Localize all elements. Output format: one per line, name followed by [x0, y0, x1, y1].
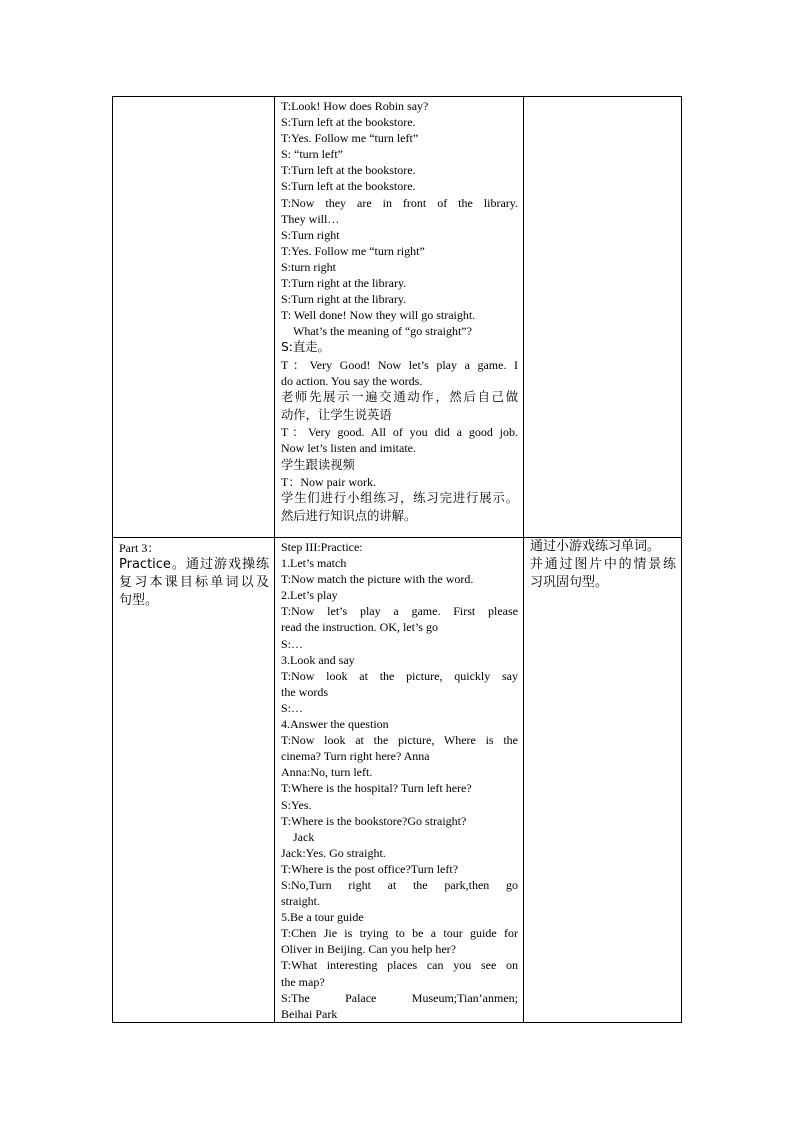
text-line: T:Now look at the picture, quickly say: [281, 668, 518, 683]
text-line: 1.Let’s match: [281, 556, 347, 571]
text-line: T:Now let’s play a game. First please: [281, 604, 518, 619]
text-line: 动作，让学生说英语: [281, 407, 392, 422]
text-line: T:Yes. Follow me “turn left”: [281, 131, 419, 146]
text-line: Practice。通过游戏操练: [119, 557, 269, 573]
text-line: Oliver in Beijing. Can you help her?: [281, 942, 456, 957]
text-line: straight.: [281, 894, 320, 909]
text-line: Step III:Practice:: [281, 540, 363, 554]
text-line: S:Turn left at the bookstore.: [281, 115, 416, 130]
table-row: [113, 97, 682, 538]
text-line: They will…: [281, 211, 340, 226]
text-line: 然后进行知识点的讲解。: [281, 508, 417, 523]
purpose-cell: [524, 538, 682, 1023]
text-line: S:turn right: [281, 259, 337, 274]
activity-cell: [275, 97, 524, 538]
text-line: T:Where is the hospital? Turn left here?: [281, 781, 472, 796]
text-line: 句型。: [119, 593, 159, 609]
text-line: S:Turn right: [281, 227, 340, 242]
text-line: S: “turn left”: [281, 147, 343, 162]
text-line: T:Now they are in front of the library.: [281, 195, 518, 210]
text-line: 学生跟读视频: [281, 457, 355, 472]
text-line: Jack: [293, 829, 315, 844]
text-line: T:Yes. Follow me “turn right”: [281, 243, 425, 258]
text-line: 复习本课目标单词以及: [119, 575, 269, 591]
text-line: S:Yes.: [281, 797, 312, 812]
text-line: 4.Answer the question: [281, 717, 389, 732]
activity-cell: [275, 538, 524, 1023]
text-line: read the instruction. OK, let’s go: [281, 620, 438, 635]
text-line: What’s the meaning of “go straight”?: [293, 324, 472, 339]
text-line: 并通过图片中的情景练: [530, 557, 676, 572]
text-line: T：Very good. All of you did a good job.: [281, 425, 518, 440]
text-line: T：Very Good! Now let’s play a game. I: [281, 358, 518, 372]
text-line: Now let’s listen and imitate.: [281, 441, 416, 456]
text-line: the map?: [281, 974, 325, 989]
text-line: T: Well done! Now they will go straight.: [281, 308, 476, 323]
text-line: T:Where is the bookstore?Go straight?: [281, 813, 467, 828]
text-line: S:Turn right at the library.: [281, 292, 407, 307]
text-line: 3.Look and say: [281, 652, 355, 667]
text-line: cinema? Turn right here? Anna: [281, 749, 430, 764]
text-line: do action. You say the words.: [281, 374, 423, 389]
text-line: S:…: [281, 636, 304, 651]
text-line: S:Turn left at the bookstore.: [281, 179, 416, 194]
text-line: T:What interesting places can you see on: [281, 958, 518, 973]
text-line: T:Turn right at the library.: [281, 276, 407, 291]
part-cell: [113, 97, 275, 538]
text-line: T:Where is the post office?Turn left?: [281, 861, 459, 876]
text-line: S:No,Turn right at the park,then go: [281, 877, 518, 892]
text-line: 5.Be a tour guide: [281, 910, 364, 925]
text-line: T:Turn left at the bookstore.: [281, 163, 416, 178]
text-line: T:Now look at the picture, Where is the: [281, 733, 518, 748]
text-line: Anna:No, turn left.: [281, 765, 373, 780]
text-line: 老师先展示一遍交通动作，然后自己做: [281, 390, 518, 405]
table-row: [113, 538, 682, 1023]
text-line: T:Chen Jie is trying to be a tour guide for: [281, 926, 518, 941]
text-line: S:The Palace Museum;Tian’anmen;: [281, 990, 518, 1005]
text-line: the words: [281, 684, 328, 699]
text-line: Beihai Park: [281, 1006, 338, 1021]
text-line: T:Look! How does Robin say?: [281, 99, 429, 113]
lesson-plan-table: [112, 96, 682, 1023]
text-line: Part 3：: [119, 541, 160, 555]
purpose-cell: [524, 97, 682, 538]
text-line: S:…: [281, 700, 304, 715]
text-line: 学生们进行小组练习，练习完进行展示。: [281, 491, 518, 506]
text-line: T：Now pair work.: [281, 475, 376, 490]
text-line: Jack:Yes. Go straight.: [281, 845, 386, 860]
text-line: 习巩固句型。: [530, 575, 609, 590]
text-line: T:Now match the picture with the word.: [281, 572, 474, 587]
part-cell: [113, 538, 275, 1023]
text-line: 2.Let’s play: [281, 588, 338, 603]
text-line: S:直走。: [281, 340, 330, 355]
text-line: 通过小游戏练习单词。: [530, 539, 661, 554]
